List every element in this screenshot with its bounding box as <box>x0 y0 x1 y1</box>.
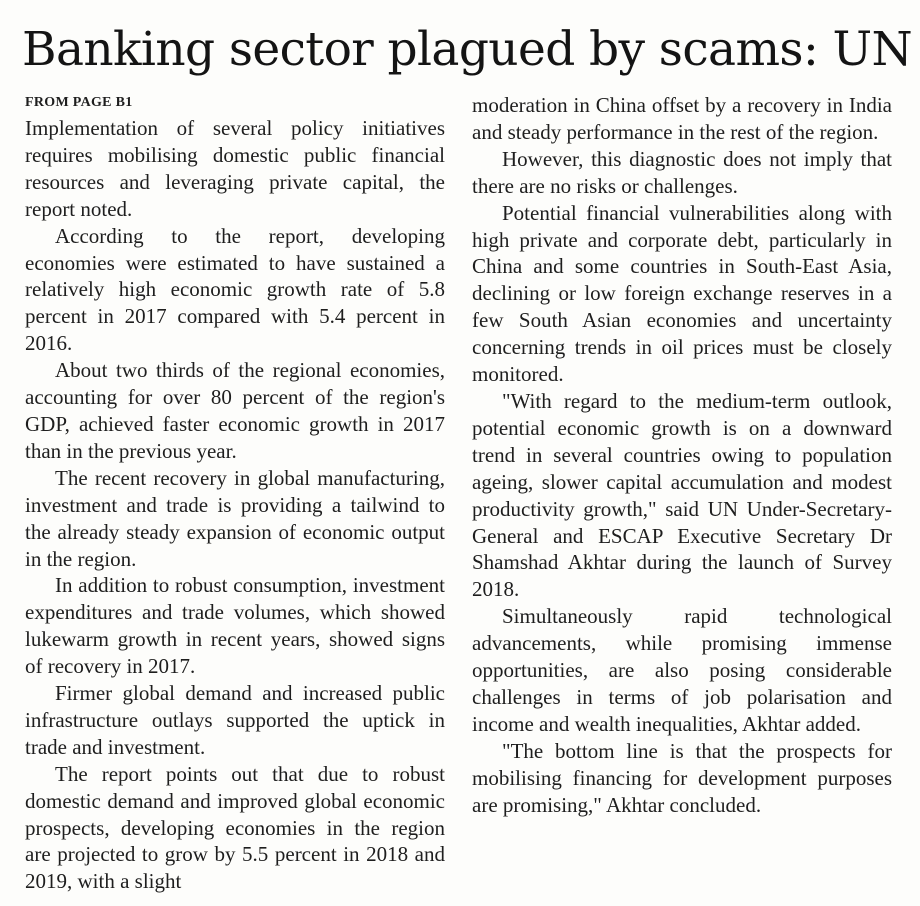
paragraph: "The bottom line is that the prospects for mobilising financing for development purposes are promising," Akhtar concluded. <box>472 738 892 817</box>
continuation-kicker: FROM PAGE B1 <box>25 95 133 110</box>
paragraph: In addition to robust consumption, investment expenditures and trade volumes, which showed lukewarm growth in recent years, showed signs of recovery in 2017. <box>25 573 445 679</box>
paragraph: Potential financial vulnerabilities along with high private and corporate debt, particularly in China and some countries in South-East Asia, declining or low foreign exchange reserves in a few South Asian economies and uncertainty concerning trends in oil prices must be closely monitored. <box>472 200 892 387</box>
right-column <box>472 92 892 818</box>
paragraph: "With regard to the medium-term outlook, potential economic growth is on a downward trend in several countries owing to population ageing, slower capital accumulation and modest productivity growth," said UN Under-Secretary-General and ESCAP Executive Secretary Dr Shamshad Akhtar during the launch of Survey 2018. <box>472 388 892 602</box>
headline: Banking sector plagued by scams: UN <box>22 22 913 77</box>
paragraph: The recent recovery in global manufacturing, investment and trade is providing a tailwind to the already steady expansion of economic output in the region. <box>25 465 445 571</box>
left-column <box>25 93 445 895</box>
paragraph: moderation in China offset by a recovery in India and steady performance in the rest of the region. <box>472 93 892 144</box>
paragraph: Simultaneously rapid technological advancements, while promising immense opportunities, are also posing considerable challenges in terms of job polarisation and income and wealth inequalities, Akhtar added. <box>472 604 892 736</box>
paragraph: However, this diagnostic does not imply that there are no risks or challenges. <box>472 146 892 198</box>
paragraph: Implementation of several policy initiatives requires mobilising domestic public financial resources and leveraging private capital, the report noted. <box>25 116 445 221</box>
paragraph: About two thirds of the regional economies, accounting for over 80 percent of the region's GDP, achieved faster economic growth in 2017 than in the previous year. <box>25 358 445 463</box>
paragraph: The report points out that due to robust domestic demand and improved global economic prospects, developing economies in the region are projected to grow by 5.5 percent in 2018 and 2019, with a slight <box>25 761 445 894</box>
paragraph: According to the report, developing economies were estimated to have sustained a relatively high economic growth rate of 5.8 percent in 2017 compared with 5.4 percent in 2016. <box>25 223 445 356</box>
paragraph: Firmer global demand and increased public infrastructure outlays supported the uptick in trade and investment. <box>25 681 445 759</box>
